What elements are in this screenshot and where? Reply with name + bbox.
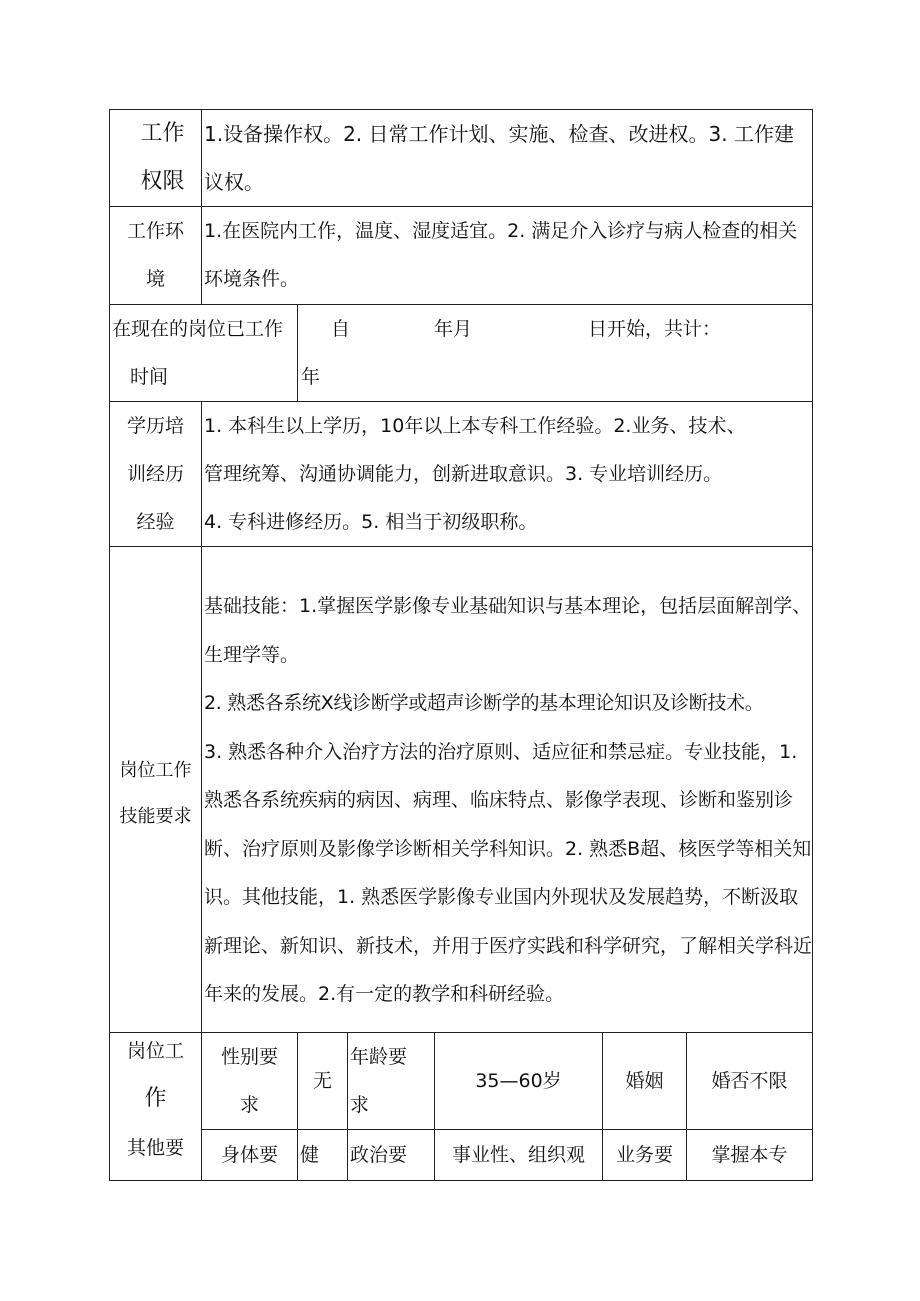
gender-value: 无: [298, 1033, 348, 1130]
education-line-3: 4. 专科进修经历。5. 相当于初级职称。: [204, 511, 538, 533]
gender-label-line-2: 求: [240, 1094, 260, 1116]
other-label-line-3: 其他要: [126, 1137, 184, 1159]
authority-content: 1.设备操作权。2. 日常工作计划、实施、检查、改进权。3. 工作建议权。: [202, 110, 813, 207]
skills-para-1: 基础技能：1.掌握医学影像专业基础知识与基本理论，包括层面解剖学、生理学等。: [204, 595, 812, 666]
authority-label-line-2: 权限: [140, 169, 185, 194]
age-label-line-2: 求: [350, 1094, 370, 1116]
job-requirements-table: [109, 109, 813, 1181]
tenure-value: [298, 305, 813, 402]
tenure-from: 自: [331, 318, 351, 340]
authority-label-line-1: 工作: [140, 121, 185, 146]
age-value: 35—60岁: [435, 1033, 603, 1130]
authority-row: [110, 110, 813, 207]
tenure-row: [110, 305, 813, 402]
gender-label-line-1: 性别要: [220, 1046, 278, 1068]
tenure-label-line-1: 在现在的岗位已工作: [112, 318, 284, 340]
education-line-2: 管理统筹、沟通协调能力，创新进取意识。3. 专业培训经历。: [204, 463, 723, 485]
tenure-label-line-2: 时间: [130, 366, 169, 388]
other-label-line-1: 岗位工: [126, 1040, 184, 1062]
tenure-day-start: 日开始，共计：: [588, 318, 722, 340]
education-label: [110, 402, 202, 547]
environment-label-line-2: 境: [145, 268, 165, 290]
environment-content: 1.在医院内工作，温度、湿度适宜。2. 满足介入诊疗与病人检查的相关环境条件。: [202, 207, 813, 305]
business-label: 业务要: [603, 1130, 687, 1181]
authority-label: [110, 110, 202, 207]
skills-label-line-2: 技能要求: [119, 805, 192, 827]
marriage-label: 婚姻: [603, 1033, 687, 1130]
education-label-line-2: 训经历: [126, 463, 184, 485]
environment-row: [110, 207, 813, 305]
other-row-1: [110, 1033, 813, 1130]
environment-label: [110, 207, 202, 305]
education-content: [202, 402, 813, 547]
education-label-line-1: 学历培: [126, 415, 184, 437]
skills-row: [110, 547, 813, 1033]
marriage-value: 婚否不限: [687, 1033, 813, 1130]
health-value: 健: [298, 1130, 348, 1181]
education-line-1: 1. 本科生以上学历，10年以上本专科工作经验。2.业务、技术、: [204, 415, 746, 437]
tenure-year-month: 年月: [434, 318, 473, 340]
skills-label-line-1: 岗位工作: [119, 759, 192, 781]
business-value: 掌握本专: [687, 1130, 813, 1181]
health-label: 身体要: [202, 1130, 298, 1181]
skills-para-2: 2. 熟悉各系统X线诊断学或超声诊断学的基本理论知识及诊断技术。: [204, 692, 764, 714]
age-label-line-1: 年龄要: [350, 1046, 408, 1068]
politics-value: 事业性、组织观: [435, 1130, 603, 1181]
other-label-line-2: 作: [144, 1086, 167, 1111]
skills-para-3: 3. 熟悉各种介入治疗方法的治疗原则、适应征和禁忌症。专业技能，1. 熟悉各系统疾病的病因、病理、临床特点、影像学表现、诊断和鉴别诊断、治疗原则及影像学诊断相关学科知识。2. 熟悉B超、核医学等相关知识。其他技能，1. 熟悉医学影像专业国内外现状及发展趋势，不断汲取新理论、新知识、新技术，并用于医疗实践和科学研究，了解相关学科近年来的发展。2.有一定的教学和科研经验。: [204, 740, 813, 1005]
other-row-2: [110, 1130, 813, 1181]
education-label-line-3: 经验: [136, 511, 175, 533]
skills-label: [110, 547, 202, 1033]
age-label: [348, 1033, 435, 1130]
other-label: [110, 1033, 202, 1181]
environment-label-line-1: 工作环: [126, 220, 184, 242]
politics-label: 政治要: [348, 1130, 435, 1181]
tenure-years: 年: [301, 366, 321, 388]
gender-label: [202, 1033, 298, 1130]
skills-content: [202, 547, 813, 1033]
tenure-label: [110, 305, 298, 402]
education-row: [110, 402, 813, 547]
